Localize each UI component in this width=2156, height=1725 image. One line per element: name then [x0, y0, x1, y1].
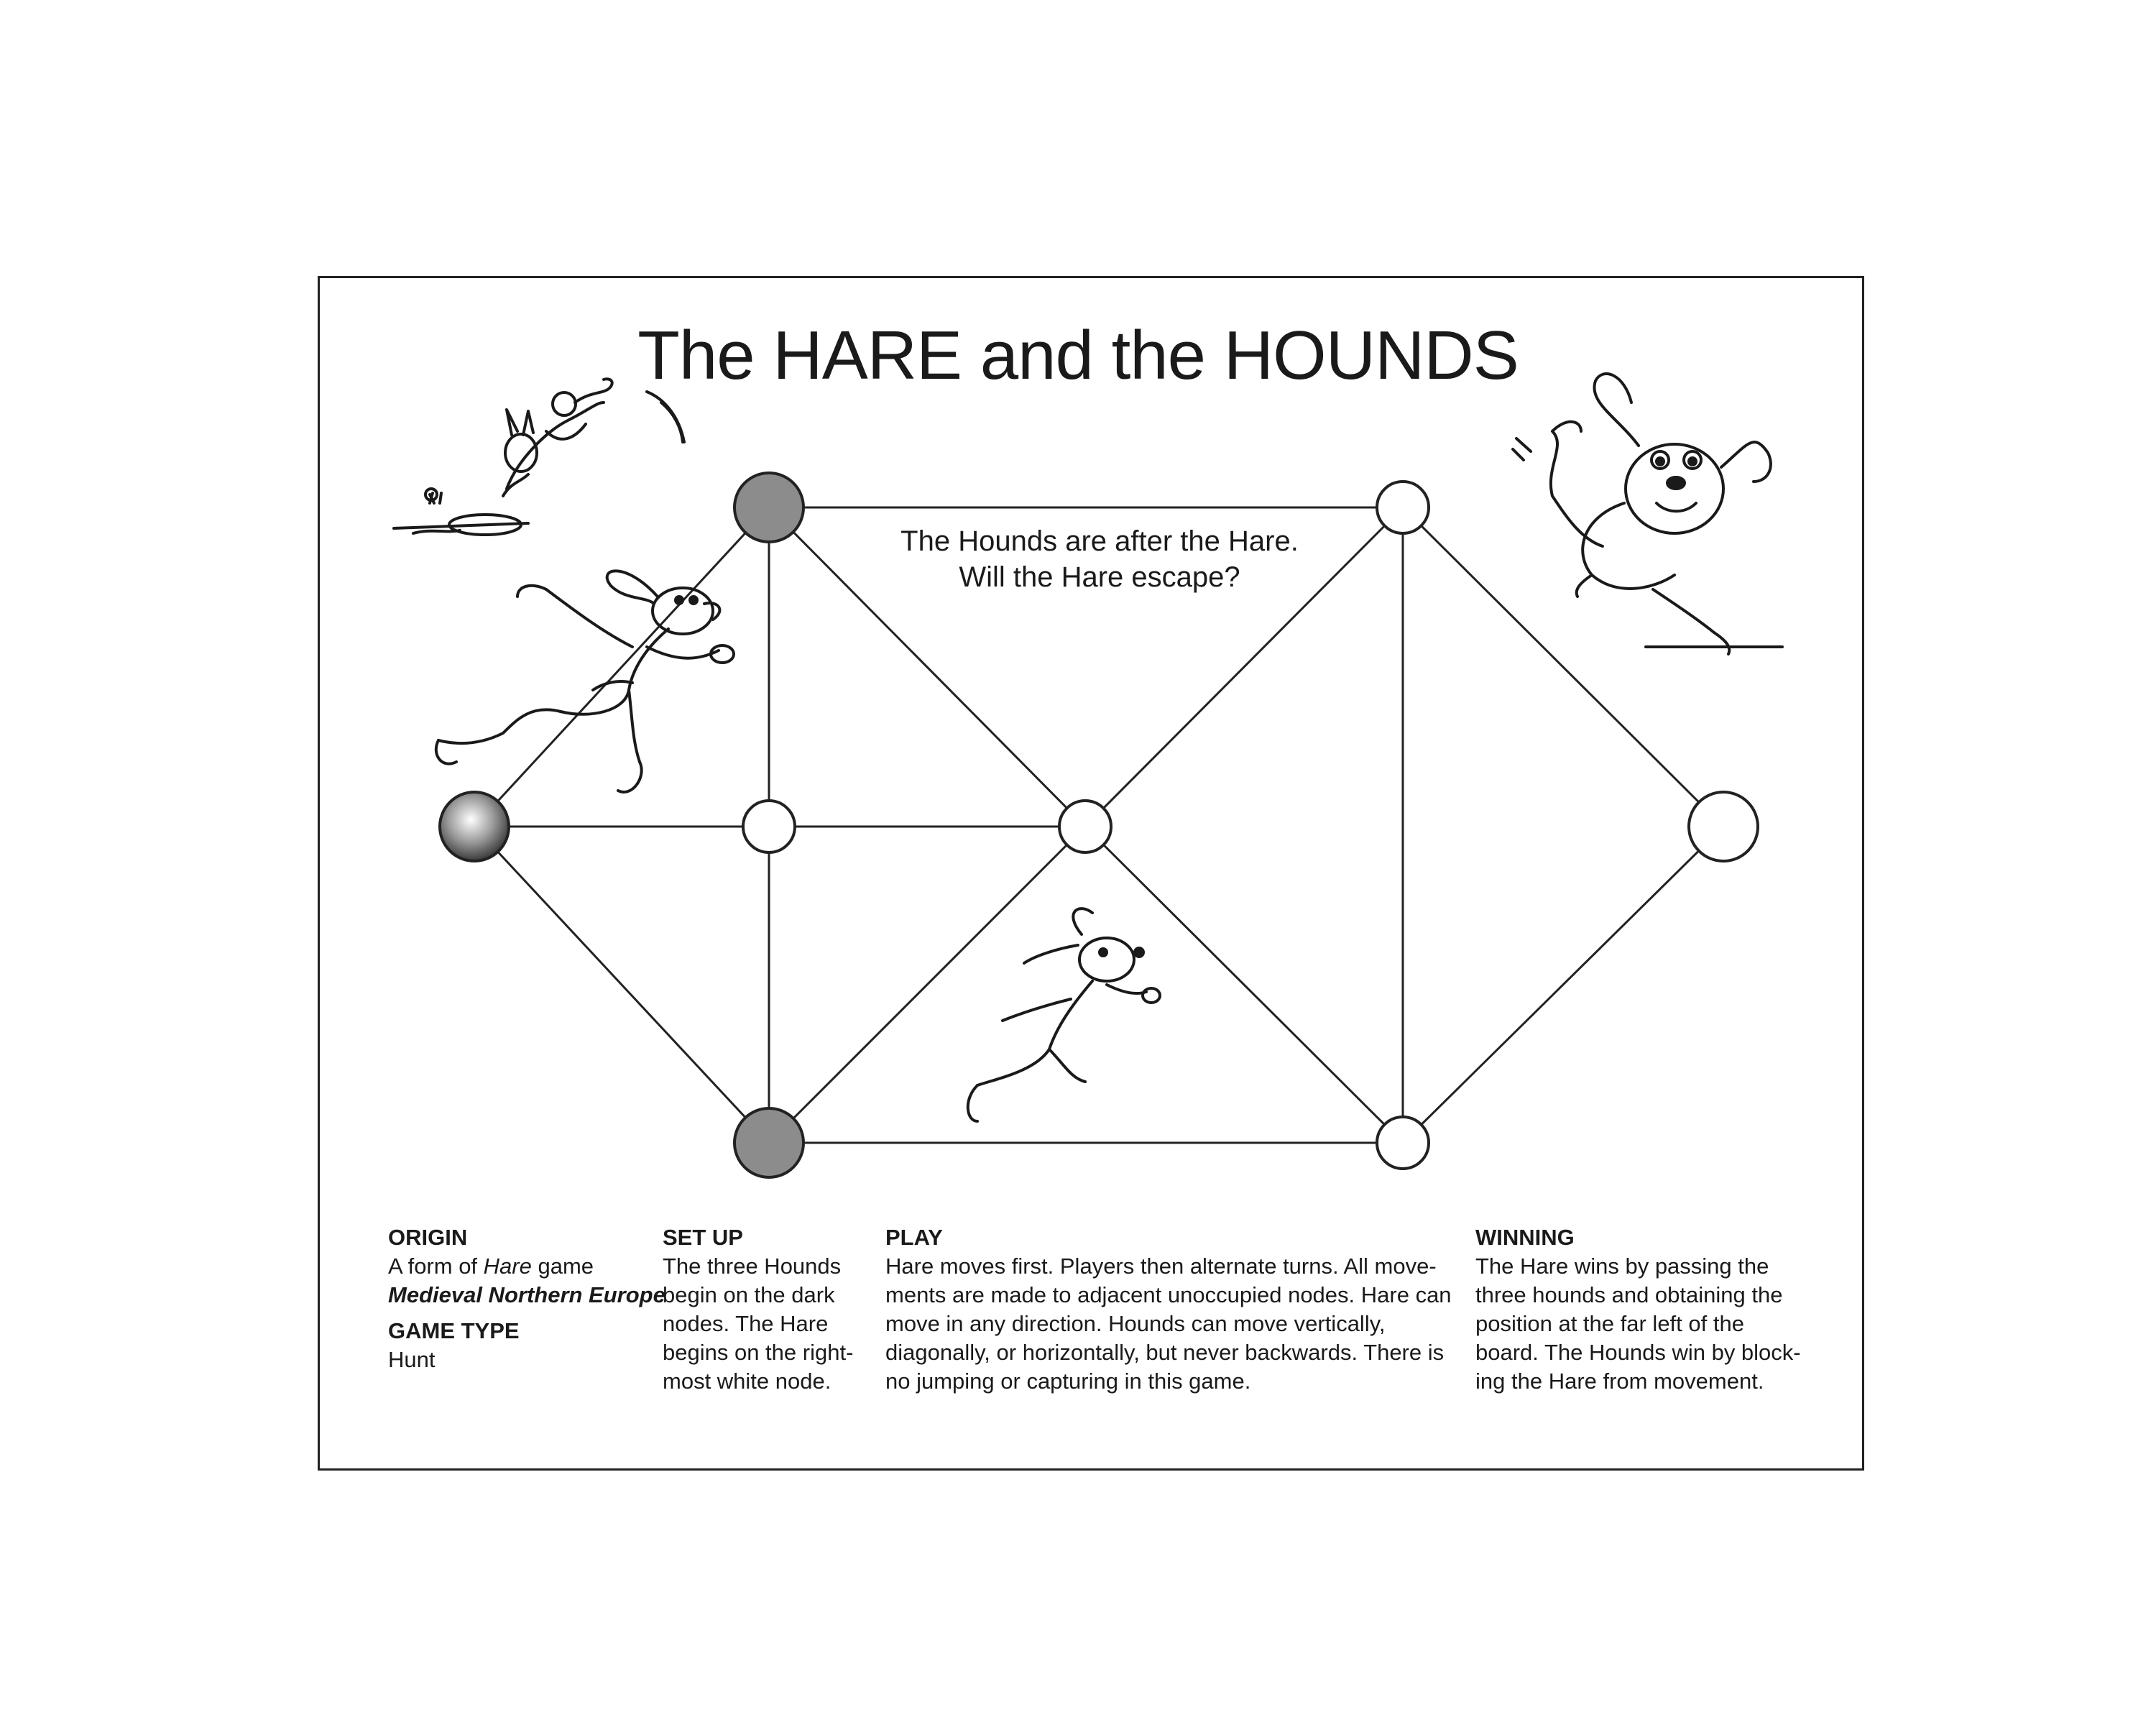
origin-prefix: A form of	[388, 1254, 484, 1279]
setup-line: The three Hounds	[663, 1254, 842, 1279]
setup-heading: SET UP	[663, 1225, 743, 1250]
setup-line: nodes. The Hare	[663, 1311, 829, 1336]
board-line	[1085, 827, 1403, 1143]
origin-italic: Hare	[483, 1254, 532, 1279]
play-line: no jumping or capturing in this game.	[885, 1368, 1251, 1394]
setup-column	[663, 1223, 853, 1396]
play-column	[885, 1223, 1452, 1396]
running-hound-center-illustration	[968, 908, 1160, 1121]
winning-line: board. The Hounds win by block-	[1475, 1340, 1801, 1365]
running-hound-left-illustration	[436, 571, 734, 792]
winning-heading: WINNING	[1475, 1225, 1575, 1250]
play-line: ments are made to adjacent unoccupied nodes. Hare can	[885, 1282, 1452, 1307]
subtitle-line: The Hounds are after the Hare.	[900, 525, 1299, 557]
origin-column	[388, 1223, 665, 1374]
board-line	[474, 507, 769, 827]
page-title: The HARE and the HOUNDS	[637, 317, 1519, 394]
origin-line1	[388, 1252, 665, 1281]
setup-line: most white node.	[663, 1368, 831, 1394]
node-center[interactable]	[1059, 801, 1111, 852]
origin-line2: Medieval Northern Europe	[388, 1282, 665, 1307]
setup-line: begins on the right-	[663, 1340, 854, 1365]
winning-line: ing the Hare from movement.	[1475, 1368, 1764, 1394]
node-top-left-hound[interactable]	[734, 473, 803, 542]
node-bottom-right[interactable]	[1377, 1117, 1429, 1169]
node-middle-left[interactable]	[743, 801, 795, 852]
play-line: diagonally, or horizontally, but never backwards. There is	[885, 1340, 1445, 1365]
node-top-right[interactable]	[1377, 482, 1429, 533]
board-line	[1403, 827, 1723, 1143]
running-hound-right-illustration	[1513, 374, 1782, 654]
setup-line: begin on the dark	[663, 1282, 835, 1307]
winning-line: position at the far left of the	[1475, 1311, 1744, 1336]
board-line	[1403, 507, 1723, 827]
board-line	[474, 827, 769, 1143]
game-type-heading: GAME TYPE	[388, 1318, 520, 1343]
subtitle-line: Will the Hare escape?	[959, 561, 1240, 593]
winning-line: three hounds and obtaining the	[1475, 1282, 1783, 1307]
play-heading: PLAY	[885, 1225, 943, 1250]
node-bottom-left-hound[interactable]	[734, 1108, 803, 1177]
play-line: Hare moves first. Players then alternate turns. All move-	[885, 1254, 1437, 1279]
leaping-hare-illustration	[394, 379, 684, 535]
subtitle	[834, 523, 1365, 595]
node-far-left[interactable]	[440, 792, 509, 861]
node-far-right-hare-start[interactable]	[1689, 792, 1758, 861]
origin-suffix: game	[531, 1254, 594, 1279]
play-line: move in any direction. Hounds can move vertically,	[885, 1311, 1386, 1336]
origin-heading: ORIGIN	[388, 1225, 468, 1250]
board-line	[769, 827, 1085, 1143]
winning-column	[1475, 1223, 1801, 1396]
game-type-value: Hunt	[388, 1347, 436, 1372]
winning-line: The Hare wins by passing the	[1475, 1254, 1769, 1279]
